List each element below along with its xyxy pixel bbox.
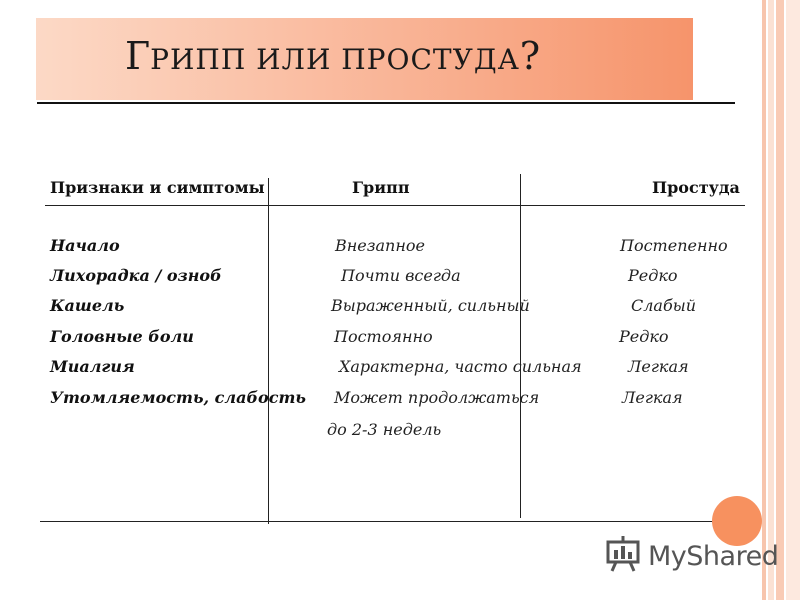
row-cold-value: Редко <box>619 327 669 346</box>
row-flu-value: Может продолжаться <box>334 388 540 407</box>
title-underline <box>37 102 735 104</box>
header-divider <box>45 205 745 206</box>
decor-stripe <box>768 0 774 600</box>
header-flu: Грипп <box>352 178 410 197</box>
row-flu-value-continued: до 2-3 недель <box>327 420 442 439</box>
row-label: Начало <box>50 236 120 255</box>
row-label: Миалгия <box>50 357 135 376</box>
presentation-board-icon <box>606 536 644 576</box>
bottom-divider <box>40 521 740 522</box>
row-flu-value: Выраженный, сильный <box>331 296 530 315</box>
logo-text: MyShared <box>648 540 779 572</box>
row-flu-value: Внезапное <box>335 236 425 255</box>
header-symptoms: Признаки и симптомы <box>50 178 265 197</box>
slide-title: ГРИПП ИЛИ ПРОСТУДА? <box>125 34 541 78</box>
column-divider-2 <box>520 174 521 518</box>
row-cold-value: Легкая <box>628 357 689 376</box>
row-flu-value: Характерна, часто сильная <box>339 357 582 376</box>
decor-stripe <box>762 0 766 600</box>
myshared-logo <box>606 536 778 576</box>
decor-stripe <box>776 0 784 600</box>
row-cold-value: Легкая <box>622 388 683 407</box>
column-divider-1 <box>268 178 269 524</box>
row-flu-value: Постоянно <box>334 327 433 346</box>
row-label: Лихорадка / озноб <box>50 266 222 285</box>
row-label: Утомляемость, слабость <box>50 388 306 407</box>
row-label: Кашель <box>50 296 125 315</box>
header-cold: Простуда <box>652 178 740 197</box>
row-flu-value: Почти всегда <box>341 266 461 285</box>
row-cold-value: Постепенно <box>620 236 728 255</box>
row-cold-value: Слабый <box>631 296 697 315</box>
row-label: Головные боли <box>50 327 194 346</box>
row-cold-value: Редко <box>628 266 678 285</box>
decor-stripe <box>786 0 800 600</box>
